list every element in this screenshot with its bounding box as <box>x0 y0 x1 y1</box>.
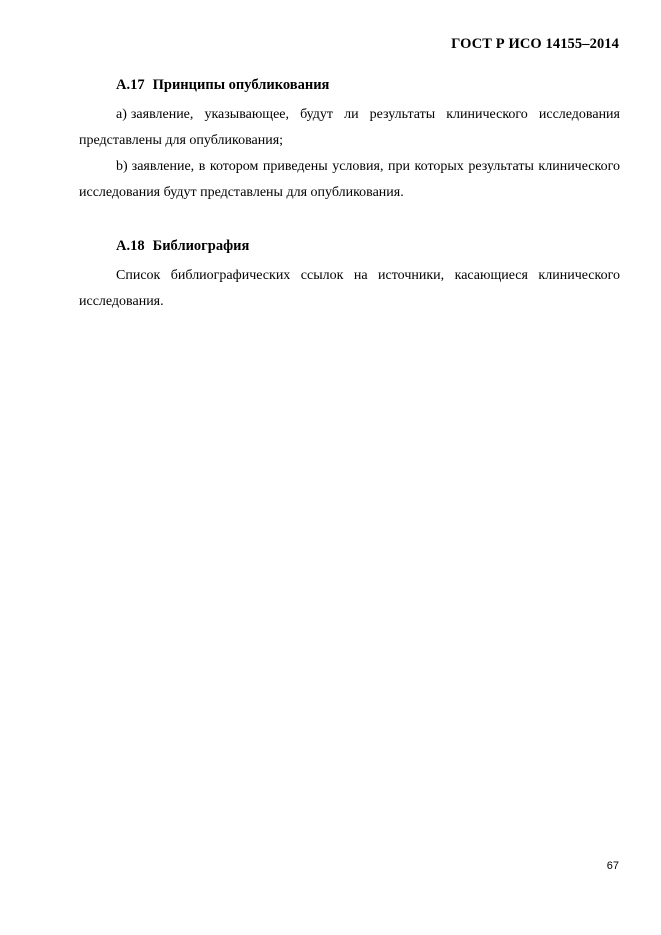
list-marker: b) <box>116 159 128 174</box>
section-title <box>116 237 620 263</box>
section-number: A.18 <box>116 238 145 254</box>
section-title <box>116 76 620 102</box>
list-marker: a) <box>116 107 127 122</box>
page-number: 67 <box>606 860 619 872</box>
document-header: ГОСТ Р ИСО 14155–2014 <box>451 36 619 52</box>
section-heading: Библиография <box>152 238 250 254</box>
section-number: A.17 <box>116 77 145 93</box>
list-item <box>79 102 620 154</box>
bibliography-paragraph: Список библиографических ссылок на источники, касающиеся клинического исследования. <box>79 268 620 309</box>
list-item-text: заявление, указывающее, будут ли результаты клинического исследования представлены для опубликования; <box>79 107 620 148</box>
section-heading: Принципы опубликования <box>152 77 330 93</box>
list-item <box>79 154 620 206</box>
section-a17 <box>79 76 620 206</box>
section-a18 <box>79 237 620 315</box>
list-item-text: заявление, в котором приведены условия, при которых результаты клинического исследования будут представлены для опубликования. <box>79 159 620 200</box>
